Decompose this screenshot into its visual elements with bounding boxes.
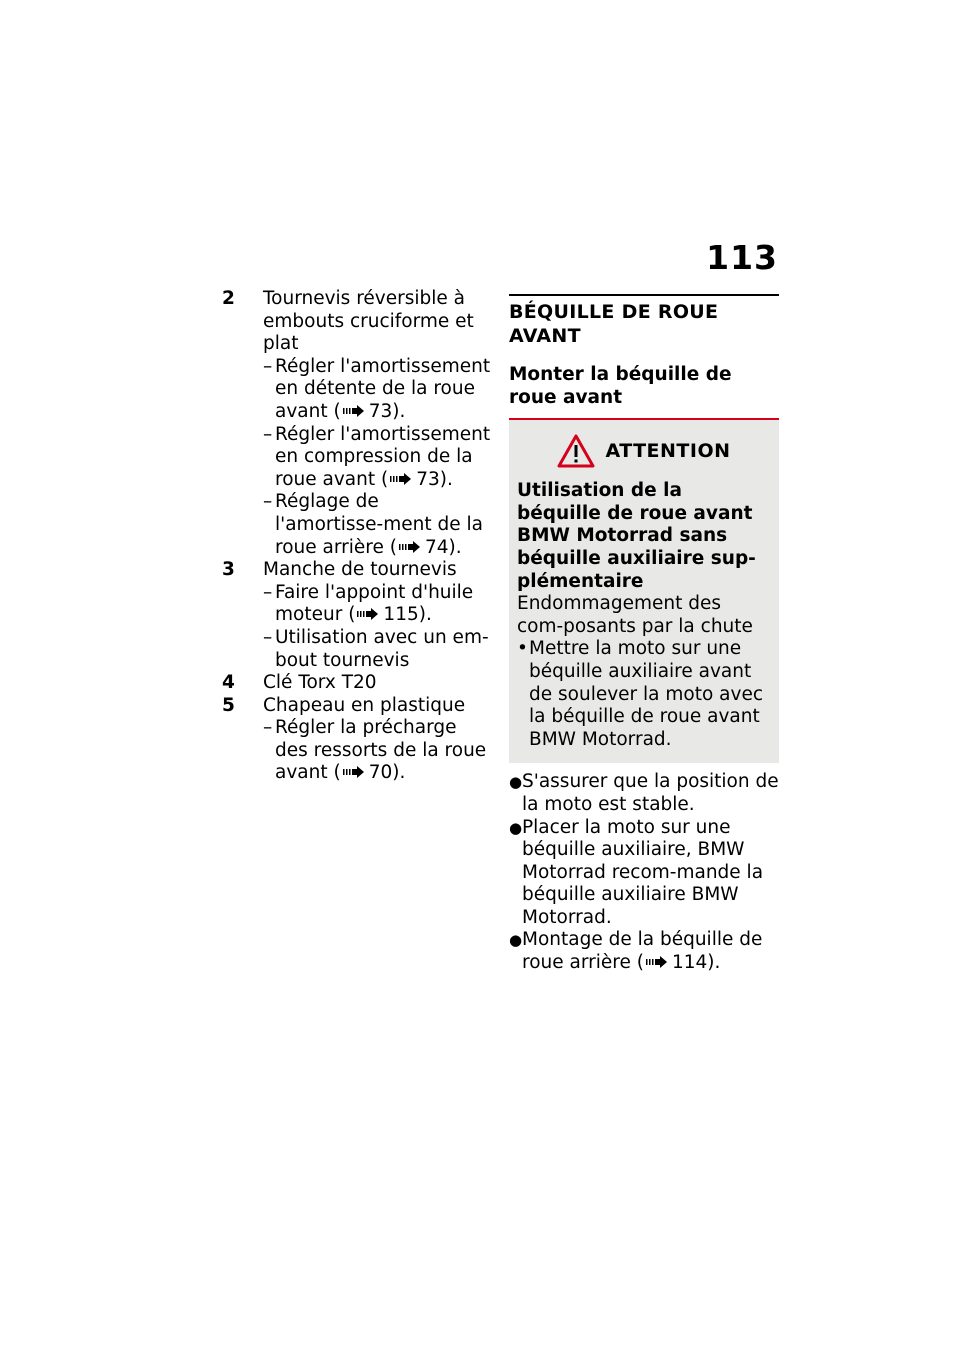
page-reference[interactable]: 73). xyxy=(368,400,406,422)
page-reference-arrow-icon[interactable] xyxy=(357,608,379,620)
sub-item-text: Régler l'amortissement en détente de la roue avant xyxy=(275,355,491,422)
sub-item-text: Régler l'amortissement en compression de la roue avant xyxy=(275,423,491,490)
list-item: ● S'assurer que la position de la moto est stable. xyxy=(509,771,779,815)
sub-item: – Régler l'amortissement en détente de la roue avant ( 73). xyxy=(263,355,491,422)
item-number: 4 xyxy=(222,672,235,694)
item-title: Chapeau en plastique xyxy=(263,694,466,716)
subsection-title: Monter la béquille de roue avant xyxy=(509,364,732,408)
page-reference[interactable]: 73). xyxy=(416,468,453,490)
tool-item-5 xyxy=(222,695,492,785)
tool-item-4 xyxy=(222,672,492,695)
item-number: 3 xyxy=(222,559,235,581)
attention-bullet-text: Mettre la moto sur une béquille auxiliaire avant de soulever la moto avec la béquille de roue avant BMW Motorrad. xyxy=(529,638,764,750)
page-number: 113 xyxy=(706,238,778,277)
item-title: Clé Torx T20 xyxy=(263,672,377,694)
step-text: S'assurer que la position de la moto est stable. xyxy=(522,771,779,815)
page-reference[interactable]: 70). xyxy=(368,762,406,784)
attention-bullet: • Mettre la moto sur une béquille auxiliaire avant de soulever la moto avec la béquille de roue avant BMW Motorrad. xyxy=(517,638,771,751)
tool-item-2 xyxy=(222,288,492,559)
page-reference-arrow-icon[interactable] xyxy=(390,473,412,485)
page-reference-arrow-icon[interactable] xyxy=(399,541,421,553)
front-stand-section xyxy=(509,294,779,975)
sub-item: – Régler la précharge des ressorts de la roue avant ( 70). xyxy=(263,717,487,784)
step-text: Placer la moto sur une béquille auxiliaire, BMW Motorrad recom-mande la béquille auxiliaire BMW Motorrad. xyxy=(522,816,764,928)
item-number: 5 xyxy=(222,694,235,716)
section-title: BÉQUILLE DE ROUE AVANT xyxy=(509,294,779,354)
attention-text: Endommagement des com-posants par la chute xyxy=(517,593,753,637)
sub-item-text: Régler la précharge des ressorts de la roue avant xyxy=(275,717,487,784)
attention-label: ATTENTION xyxy=(605,439,731,462)
sub-item-text: Utilisation avec un em-bout tournevis xyxy=(275,626,489,671)
page-reference-arrow-icon[interactable] xyxy=(646,956,668,968)
sub-item: – Faire l'appoint d'huile moteur ( 115). xyxy=(263,581,474,626)
list-item: ● Montage de la béquille de roue arrière ( 114). xyxy=(509,929,763,974)
warning-triangle-icon xyxy=(557,434,595,468)
sub-item: – Régler l'amortissement en compression de la roue avant ( 73). xyxy=(263,423,491,490)
page-reference-arrow-icon[interactable] xyxy=(343,405,365,417)
page-reference[interactable]: 115). xyxy=(383,604,432,626)
item-title: Tournevis réversible à embouts cruciforme et plat xyxy=(263,288,474,355)
attention-header xyxy=(517,432,771,470)
sub-item-text: Réglage de l'amortisse-ment de la roue arrière xyxy=(275,491,483,558)
sub-item-text: Faire l'appoint d'huile moteur xyxy=(275,581,474,626)
item-title: Manche de tournevis xyxy=(263,559,457,581)
sub-item: – Réglage de l'amortisse-ment de la roue arrière ( 74). xyxy=(263,491,483,558)
page-reference[interactable]: 114). xyxy=(671,952,721,974)
list-item: ● Placer la moto sur une béquille auxiliaire, BMW Motorrad recom-mande la béquille auxiliaire BMW Motorrad. xyxy=(509,817,779,930)
item-number: 2 xyxy=(222,288,235,309)
tool-item-3 xyxy=(222,559,492,672)
attention-title: Utilisation de la béquille de roue avant BMW Motorrad sans béquille auxiliaire sup-plémentaire xyxy=(517,480,756,592)
page-reference[interactable]: 74). xyxy=(424,536,462,558)
sub-item: – Utilisation avec un em-bout tournevis xyxy=(263,627,492,672)
steps-list xyxy=(509,771,779,974)
step-text: Montage de la béquille de roue arrière xyxy=(522,929,763,974)
attention-box xyxy=(509,418,779,763)
tool-list xyxy=(222,288,492,785)
page-reference-arrow-icon[interactable] xyxy=(343,766,365,778)
